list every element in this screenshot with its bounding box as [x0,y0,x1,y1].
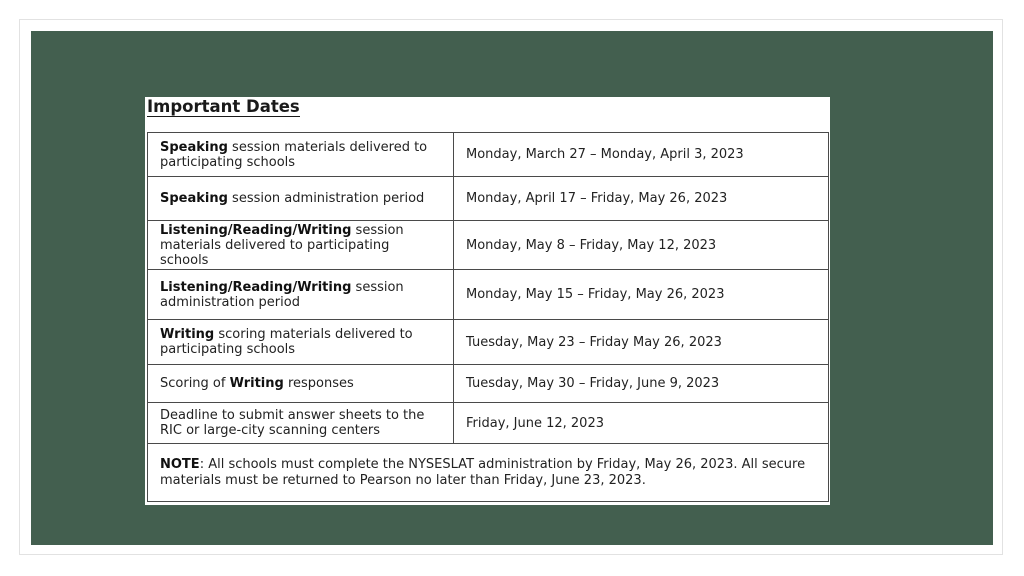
date-cell: Friday, June 12, 2023 [454,403,829,444]
date-cell: Monday, March 27 – Monday, April 3, 2023 [454,133,829,177]
event-cell [148,365,454,403]
event-text: session materials delivered to participating schools [160,222,404,268]
event-bold: Writing [229,376,284,391]
table-row [148,320,829,365]
event-bold: Listening/Reading/Writing [160,222,352,238]
table-row [148,270,829,320]
date-cell: Tuesday, May 30 – Friday, June 9, 2023 [454,365,829,403]
date-cell: Monday, May 15 – Friday, May 26, 2023 [454,270,829,320]
event-cell [148,221,454,270]
note-row [148,444,829,502]
event-text: scoring materials delivered to participating schools [160,327,413,357]
event-text-pre: Scoring of [160,376,230,391]
event-bold: Listening/Reading/Writing [160,279,352,295]
note-text: : All schools must complete the NYSESLAT administration by Friday, May 26, 2023. All secure materials must be returned to Pearson no later than Friday, June 23, 2023. [160,456,806,488]
event-cell [148,177,454,221]
table-row [148,403,829,444]
event-cell [148,270,454,320]
important-dates-table [147,132,829,502]
event-text: session administration period [227,191,425,206]
event-text: responses [283,376,354,391]
event-cell [148,133,454,177]
table-row [148,221,829,270]
event-text: session administration period [160,279,404,310]
table-row [148,177,829,221]
note-cell [148,444,829,502]
event-text: session materials delivered to participating schools [160,139,428,170]
table-row [148,133,829,177]
event-bold: Speaking [160,191,228,206]
date-cell: Tuesday, May 23 – Friday May 26, 2023 [454,320,829,365]
date-cell: Monday, May 8 – Friday, May 12, 2023 [454,221,829,270]
date-cell: Monday, April 17 – Friday, May 26, 2023 [454,177,829,221]
table-row [148,365,829,403]
event-cell: Deadline to submit answer sheets to the RIC or large-city scanning centers [148,403,454,444]
event-cell [148,320,454,365]
event-bold: Writing [160,327,215,342]
note-label: NOTE [160,456,200,472]
document-snippet [145,97,830,505]
event-bold: Speaking [160,139,228,155]
section-title: Important Dates [147,97,300,116]
